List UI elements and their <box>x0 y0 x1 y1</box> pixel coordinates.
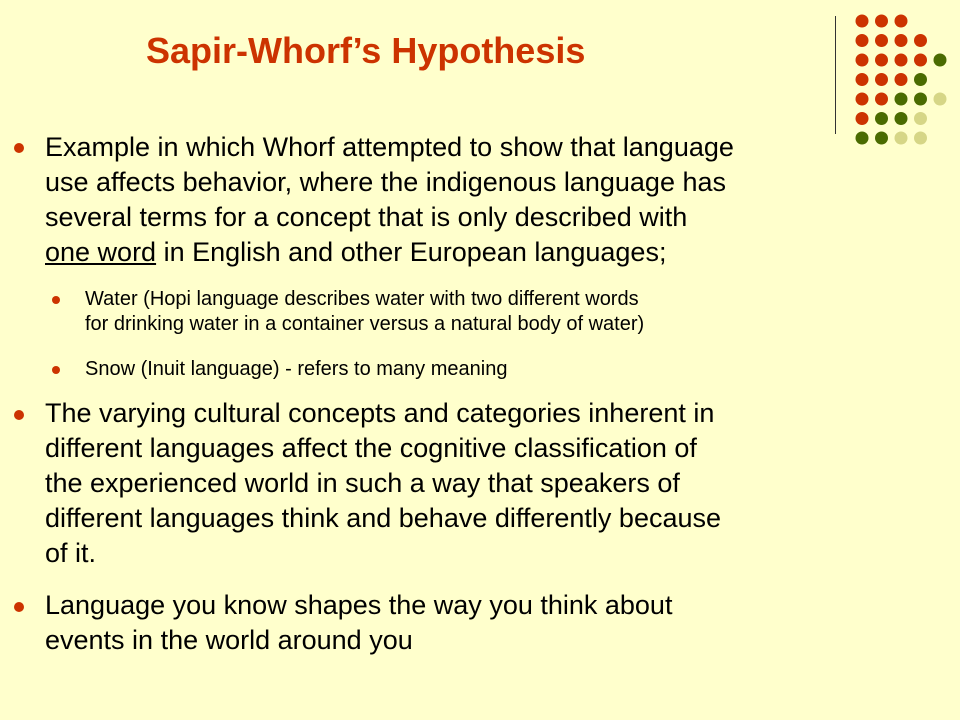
bullet-marker <box>14 410 24 420</box>
bullet-2-line-3: the experienced world in such a way that speakers of <box>45 468 680 498</box>
bullet-1-line-2: use affects behavior, where the indigenous language has <box>45 167 726 197</box>
bullet-2-line-1: The varying cultural concepts and categories inherent in <box>45 398 715 428</box>
underlined-phrase: one word <box>45 237 157 267</box>
sub-bullet-1-line-1: Water (Hopi language describes water with two different words <box>85 288 639 310</box>
bullet-1-line-1: Example in which Whorf attempted to show that language <box>45 132 734 162</box>
sub-bullet-2: Snow (Inuit language) - refers to many meaning <box>85 358 508 380</box>
sub-bullet-marker <box>52 296 60 304</box>
bullet-2-line-4: different languages think and behave differently because <box>45 503 722 533</box>
bullet-3 <box>45 588 945 658</box>
sub-bullet-1 <box>85 287 945 337</box>
bullet-2 <box>45 396 945 571</box>
bullet-1 <box>45 130 945 270</box>
bullet-3-line-2: events in the world around you <box>45 625 413 655</box>
bullet-1-line-4: in English and other European languages; <box>156 237 667 267</box>
bullet-marker <box>14 602 24 612</box>
bullet-3-line-1: Language you know shapes the way you think about <box>45 590 673 620</box>
bullet-2-line-2: different languages affect the cognitive classification of <box>45 433 697 463</box>
slide-title: Sapir-Whorf’s Hypothesis <box>146 30 586 71</box>
sub-bullet-marker <box>52 366 60 374</box>
bullet-1-line-3: several terms for a concept that is only described with <box>45 202 688 232</box>
sub-bullet-1-line-2: for drinking water in a container versus a natural body of water) <box>85 313 645 335</box>
bullet-2-line-5: of it. <box>45 538 97 568</box>
bullet-marker <box>14 143 24 153</box>
